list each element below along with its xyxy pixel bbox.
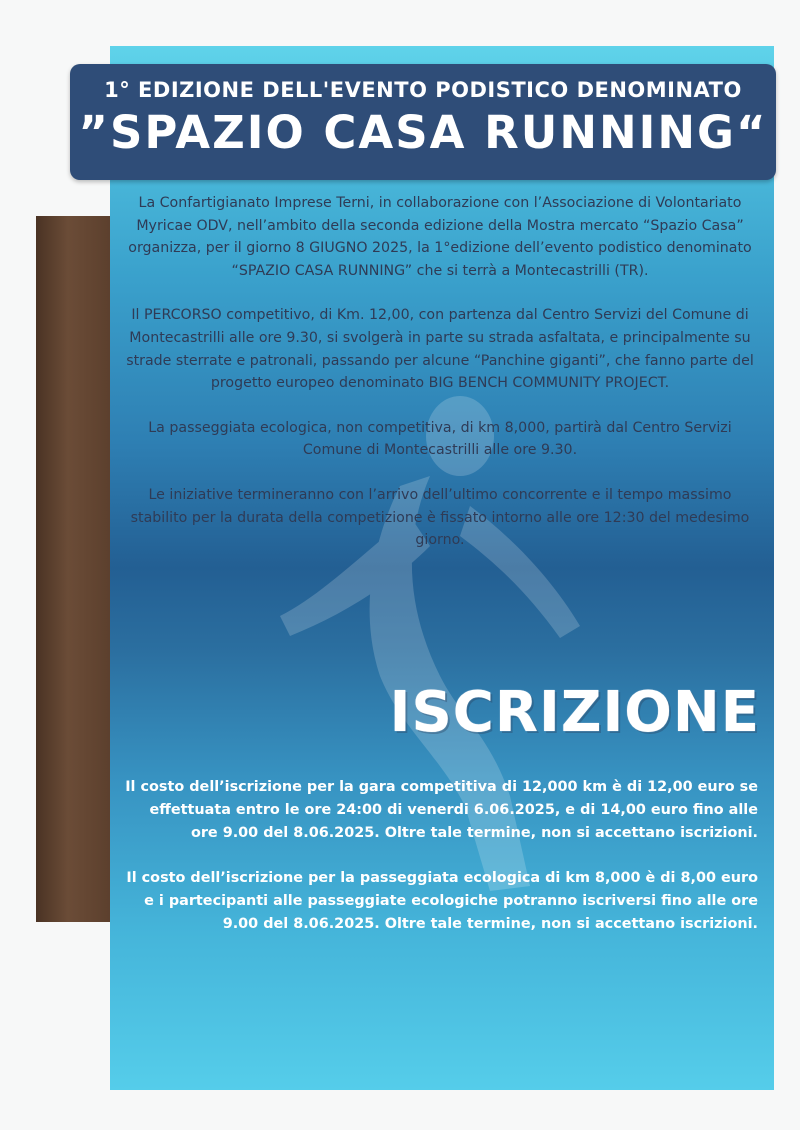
walk-paragraph: La passeggiata ecologica, non competitiva, di km 8,000, partirà dal Centro Servizi Comune di Montecastrilli alle ore 9.30. [148, 419, 732, 459]
event-name-title: ”SPAZIO CASA RUNNING“ [78, 106, 768, 159]
event-description [122, 192, 758, 574]
competitive-fee-paragraph: Il costo dell’iscrizione per la gara competitiva di 12,000 km è di 12,00 euro se effettuata entro le ore 24:00 di venerdi 6.06.2025, e di 14,00 euro fino alle ore 9.00 del 8.06.2025. Oltre tale termine, non si accettano iscrizioni. [125, 779, 758, 841]
end-time-paragraph: Le iniziative termineranno con l’arrivo dell’ultimo concorrente e il tempo massimo stabilito per la durata della competizione è fissato intorno alle ore 12:30 del medesimo giorno. [130, 486, 750, 549]
registration-fees [122, 776, 758, 958]
title-banner [70, 64, 776, 180]
route-paragraph: Il PERCORSO competitivo, di Km. 12,00, con partenza dal Centro Servizi del Comune di Montecastrilli alle ore 9.30, si svolgerà in parte su strada asfaltata, e principalmente su strade sterrate e patronali, passando per alcune “Panchine giganti”, che fanno parte del progetto europeo denominato BIG BENCH COMMUNITY PROJECT. [126, 307, 754, 392]
intro-paragraph: La Confartigianato Imprese Terni, in collaborazione con l’Associazione di Volontariato Myricae ODV, nell’ambito della seconda edizione della Mostra mercato “Spazio Casa” organizza, per il giorno 8 GIUGNO 2025, la 1°edizione dell’evento podistico denominato “SPAZIO CASA RUNNING” che si terrà a Montecastrilli (TR). [128, 195, 752, 279]
brown-side-strip [36, 216, 116, 922]
event-edition-heading: 1° EDIZIONE DELL'EVENTO PODISTICO DENOMINATO [104, 78, 742, 102]
walk-fee-paragraph: Il costo dell’iscrizione per la passeggiata ecologica di km 8,000 è di 8,00 euro e i partecipanti alle passeggiate ecologiche potranno iscriversi fino alle ore 9.00 del 8.06.2025. Oltre tale termine, non si accettano iscrizioni. [126, 870, 758, 932]
registration-heading: ISCRIZIONE [389, 680, 760, 745]
